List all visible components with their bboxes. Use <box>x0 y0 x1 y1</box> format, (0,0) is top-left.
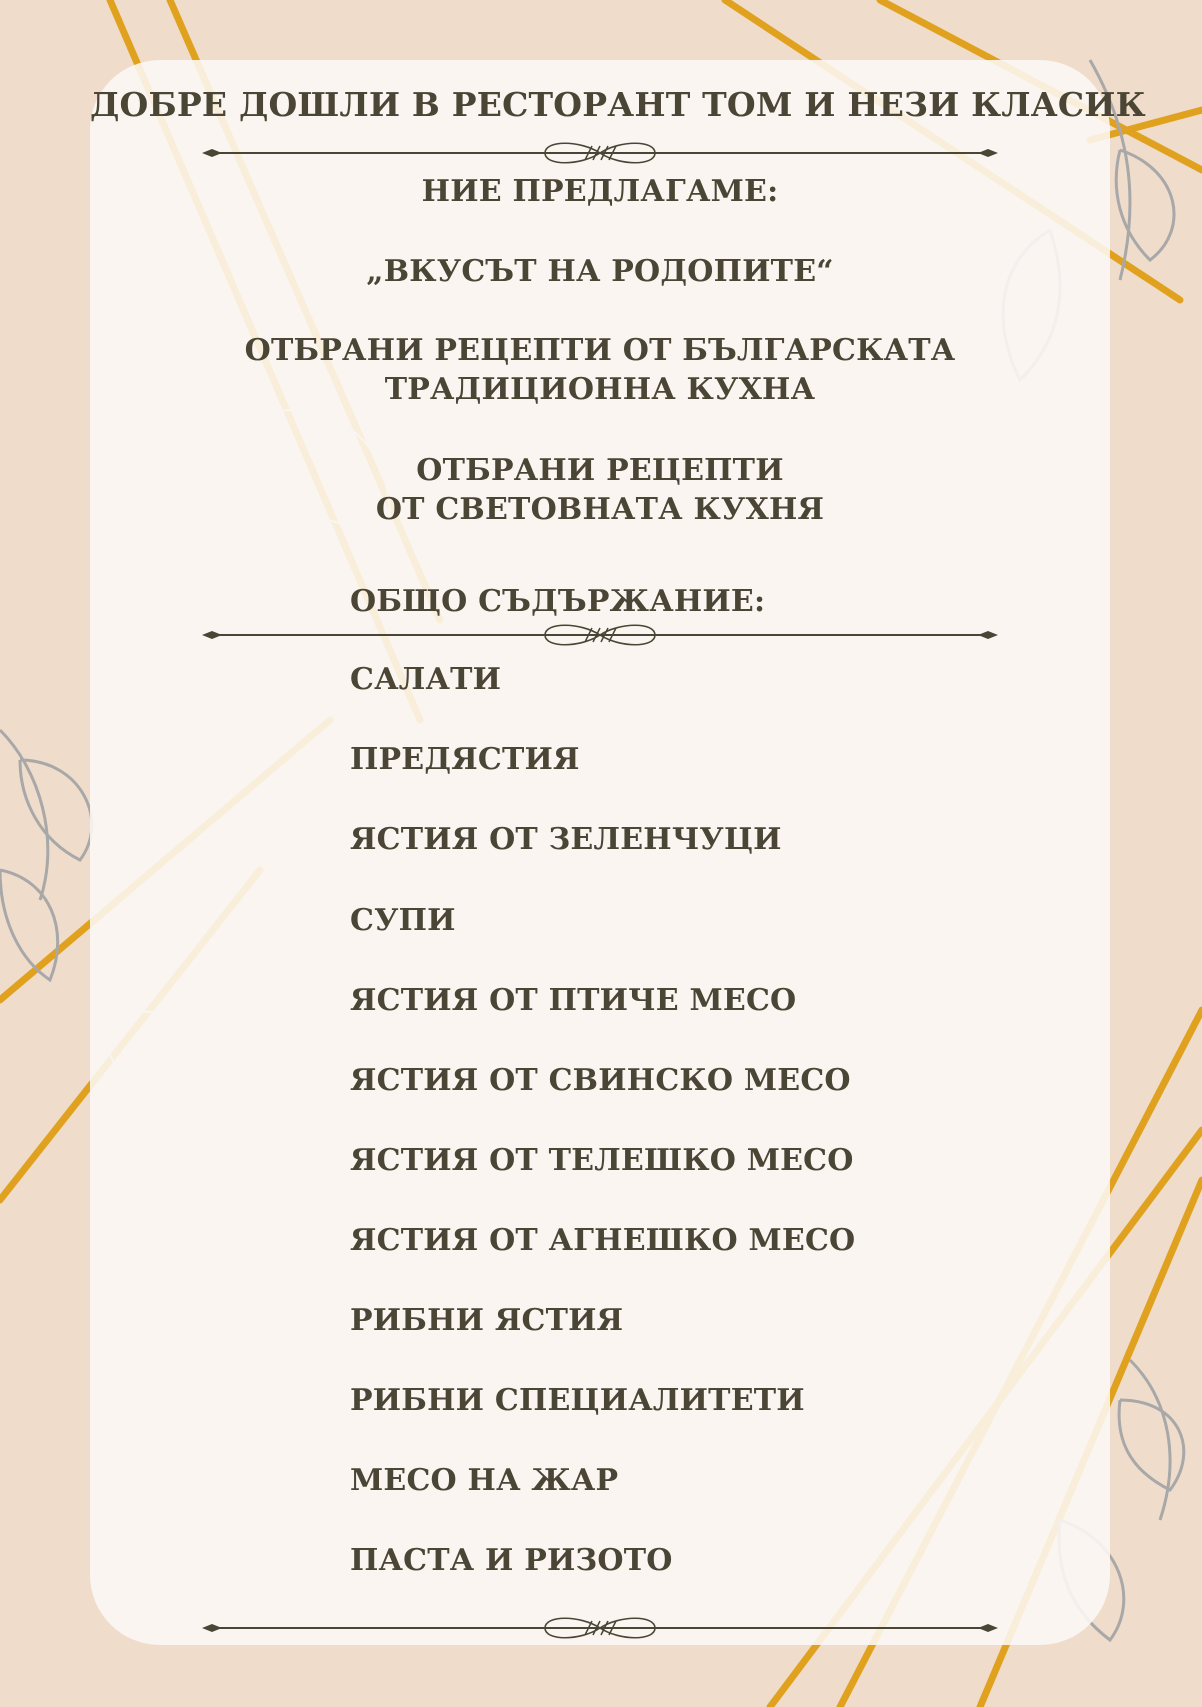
menu-section-salads: САЛАТИ <box>350 662 502 697</box>
menu-section-starters: ПРЕДЯСТИЯ <box>350 742 580 777</box>
ornament-divider-middle <box>200 620 1000 650</box>
offer-item-world-line1: ОТБРАНИ РЕЦЕПТИ <box>416 453 784 488</box>
page-title: ДОБРЕ ДОШЛИ В РЕСТОРАНТ ТОМ И НЕЗИ КЛАСИК <box>90 85 1146 124</box>
ornament-divider-bottom <box>200 1613 1000 1643</box>
menu-section-fish-specialties: РИБНИ СПЕЦИАЛИТЕТИ <box>350 1383 805 1418</box>
menu-section-poultry: ЯСТИЯ ОТ ПТИЧЕ МЕСО <box>350 983 797 1018</box>
menu-section-lamb: ЯСТИЯ ОТ АГНЕШКО МЕСО <box>350 1223 856 1258</box>
ornament-divider-top <box>200 138 1000 168</box>
offer-item-bulgarian-line2: ТРАДИЦИОННА КУХНА <box>384 372 816 407</box>
menu-section-vegetable-dishes: ЯСТИЯ ОТ ЗЕЛЕНЧУЦИ <box>350 822 782 857</box>
menu-section-beef: ЯСТИЯ ОТ ТЕЛЕШКО МЕСО <box>350 1143 854 1178</box>
menu-section-grill: МЕСО НА ЖАР <box>350 1463 619 1498</box>
menu-section-pasta-risotto: ПАСТА И РИЗОТО <box>350 1543 673 1578</box>
offer-item-bulgarian-line1: ОТБРАНИ РЕЦЕПТИ ОТ БЪЛГАРСКАТА <box>244 333 956 368</box>
offer-item-world-line2: ОТ СВЕТОВНАТА КУХНЯ <box>375 492 825 527</box>
offer-heading: НИЕ ПРЕДЛАГАМЕ: <box>421 174 779 209</box>
menu-section-fish-dishes: РИБНИ ЯСТИЯ <box>350 1303 624 1338</box>
offer-item-rhodopes: „ВКУСЪТ НА РОДОПИТЕ“ <box>366 254 834 289</box>
menu-section-pork: ЯСТИЯ ОТ СВИНСКО МЕСО <box>350 1063 851 1098</box>
contents-heading: ОБЩО СЪДЪРЖАНИЕ: <box>350 584 766 619</box>
menu-section-soups: СУПИ <box>350 903 456 938</box>
